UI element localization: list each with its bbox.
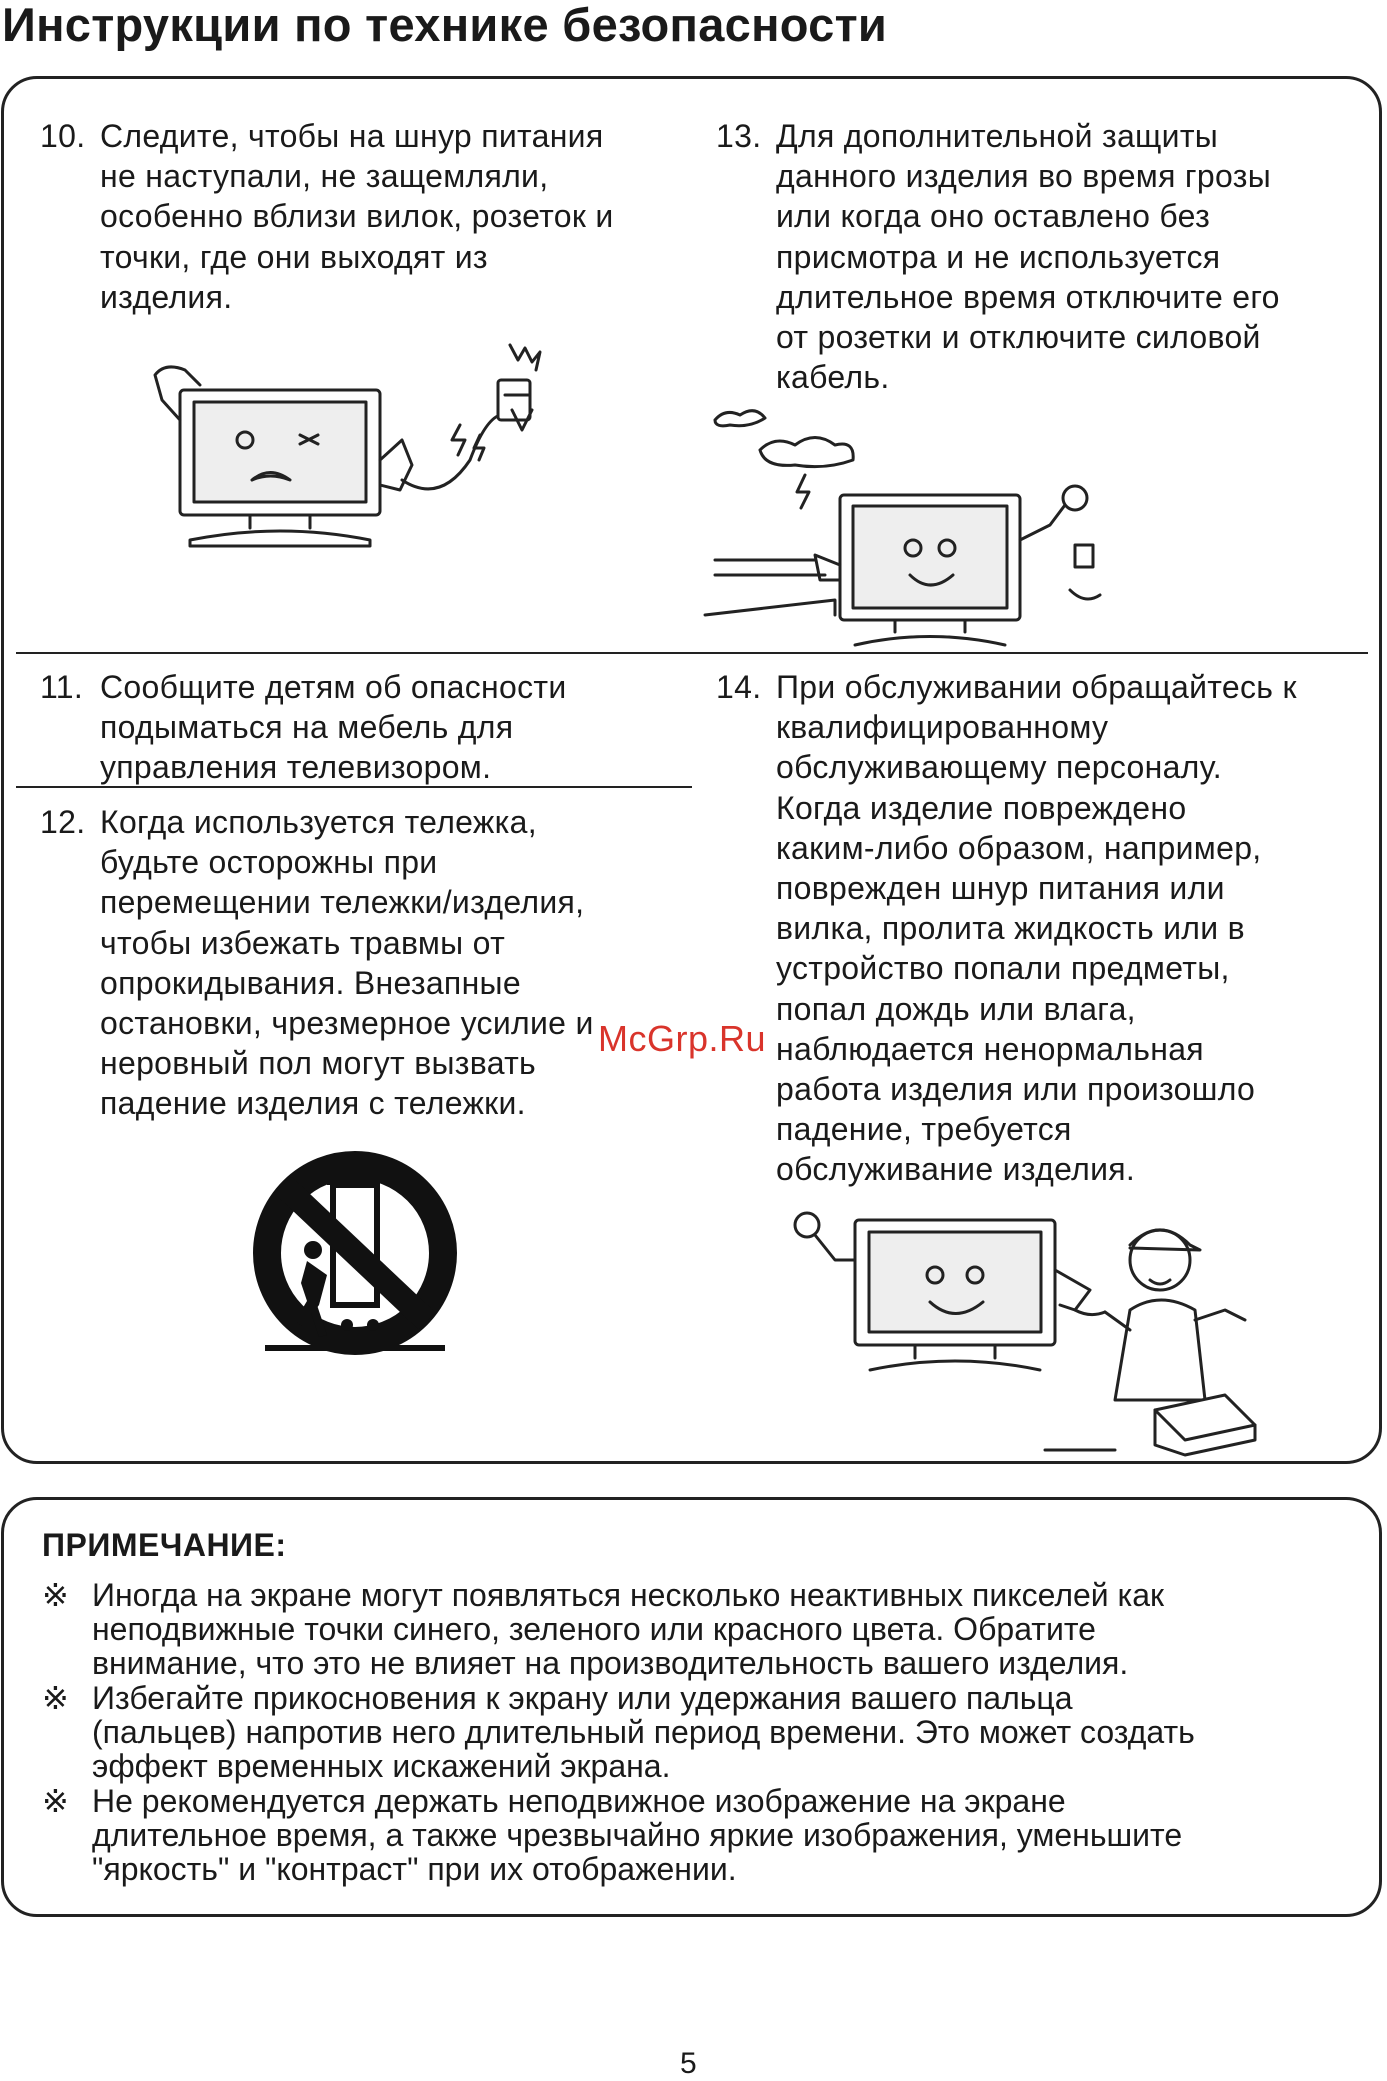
item-number: 12. — [40, 804, 86, 840]
service-technician-illustration — [785, 1200, 1265, 1460]
note-bullet-icon: ※ — [42, 1679, 69, 1717]
item-number: 14. — [716, 669, 762, 705]
instruction-item-13: 13. Для дополнительной защиты данного изделия во время грозы или когда оно оставлено без присмотра и не используется длительное время отключите его от розетки и отключите силовой кабель. — [716, 118, 1280, 396]
note-bullet-icon: ※ — [42, 1782, 69, 1820]
instruction-item-11: 11. Сообщите детям об опасности подыматься на мебель для управления телевизором. — [40, 669, 567, 786]
instruction-item-12: 12. Когда используется тележка, будьте осторожны при перемещении тележки/изделия, чтобы избежать травмы от опрокидывания. Внезапные остановки, чрезмерное усилие и неровный пол могут вызвать падение изделия с тележки. — [40, 804, 594, 1122]
note-heading: ПРИМЕЧАНИЕ: — [42, 1527, 287, 1563]
item-number: 11. — [40, 669, 84, 705]
tv-cord-illustration — [140, 340, 580, 560]
item-number: 13. — [716, 118, 762, 154]
section-divider — [16, 652, 1368, 654]
item-number: 10. — [40, 118, 86, 154]
cart-warning-icon — [235, 1155, 475, 1375]
watermark: McGrp.Ru — [598, 1018, 767, 1059]
note-item: ※ Избегайте прикосновения к экрану или удержания вашего пальца (пальцев) напротив него длительный период времени. Это может создать эффект временных искажений экрана. — [42, 1679, 1195, 1784]
note-bullet-icon: ※ — [42, 1576, 69, 1614]
instruction-item-10: 10. Следите, чтобы на шнур питания не наступали, не защемляли, особенно вблизи вилок, розеток и точки, где они выходят из изделия. — [40, 118, 614, 315]
tv-storm-illustration — [705, 400, 1125, 650]
note-item: ※ Иногда на экране могут появляться несколько неактивных пикселей как неподвижные точки синего, зеленого или красного цвета. Обратите внимание, что это не влияет на производительность вашего изделия. — [42, 1576, 1165, 1681]
note-item: ※ Не рекомендуется держать неподвижное изображение на экране длительное время, а также чрезвычайно яркие изображения, уменьшите "яркость" и "контраст" при их отображении. — [42, 1782, 1183, 1887]
instruction-item-14: 14. При обслуживании обращайтесь к квалифицированному обслуживающему персоналу. Когда изделие повреждено каким-либо образом, например, поврежден шнур питания или вилка, пролита жидкость или в устройство попали предметы, попал дождь или влага, наблюдается ненормальная работа изделия или произошло падение, требуется обслуживание изделия. — [716, 669, 1297, 1188]
page-title: Инструкции по технике безопасности — [2, 0, 888, 51]
page-number: 5 — [680, 2047, 697, 2080]
